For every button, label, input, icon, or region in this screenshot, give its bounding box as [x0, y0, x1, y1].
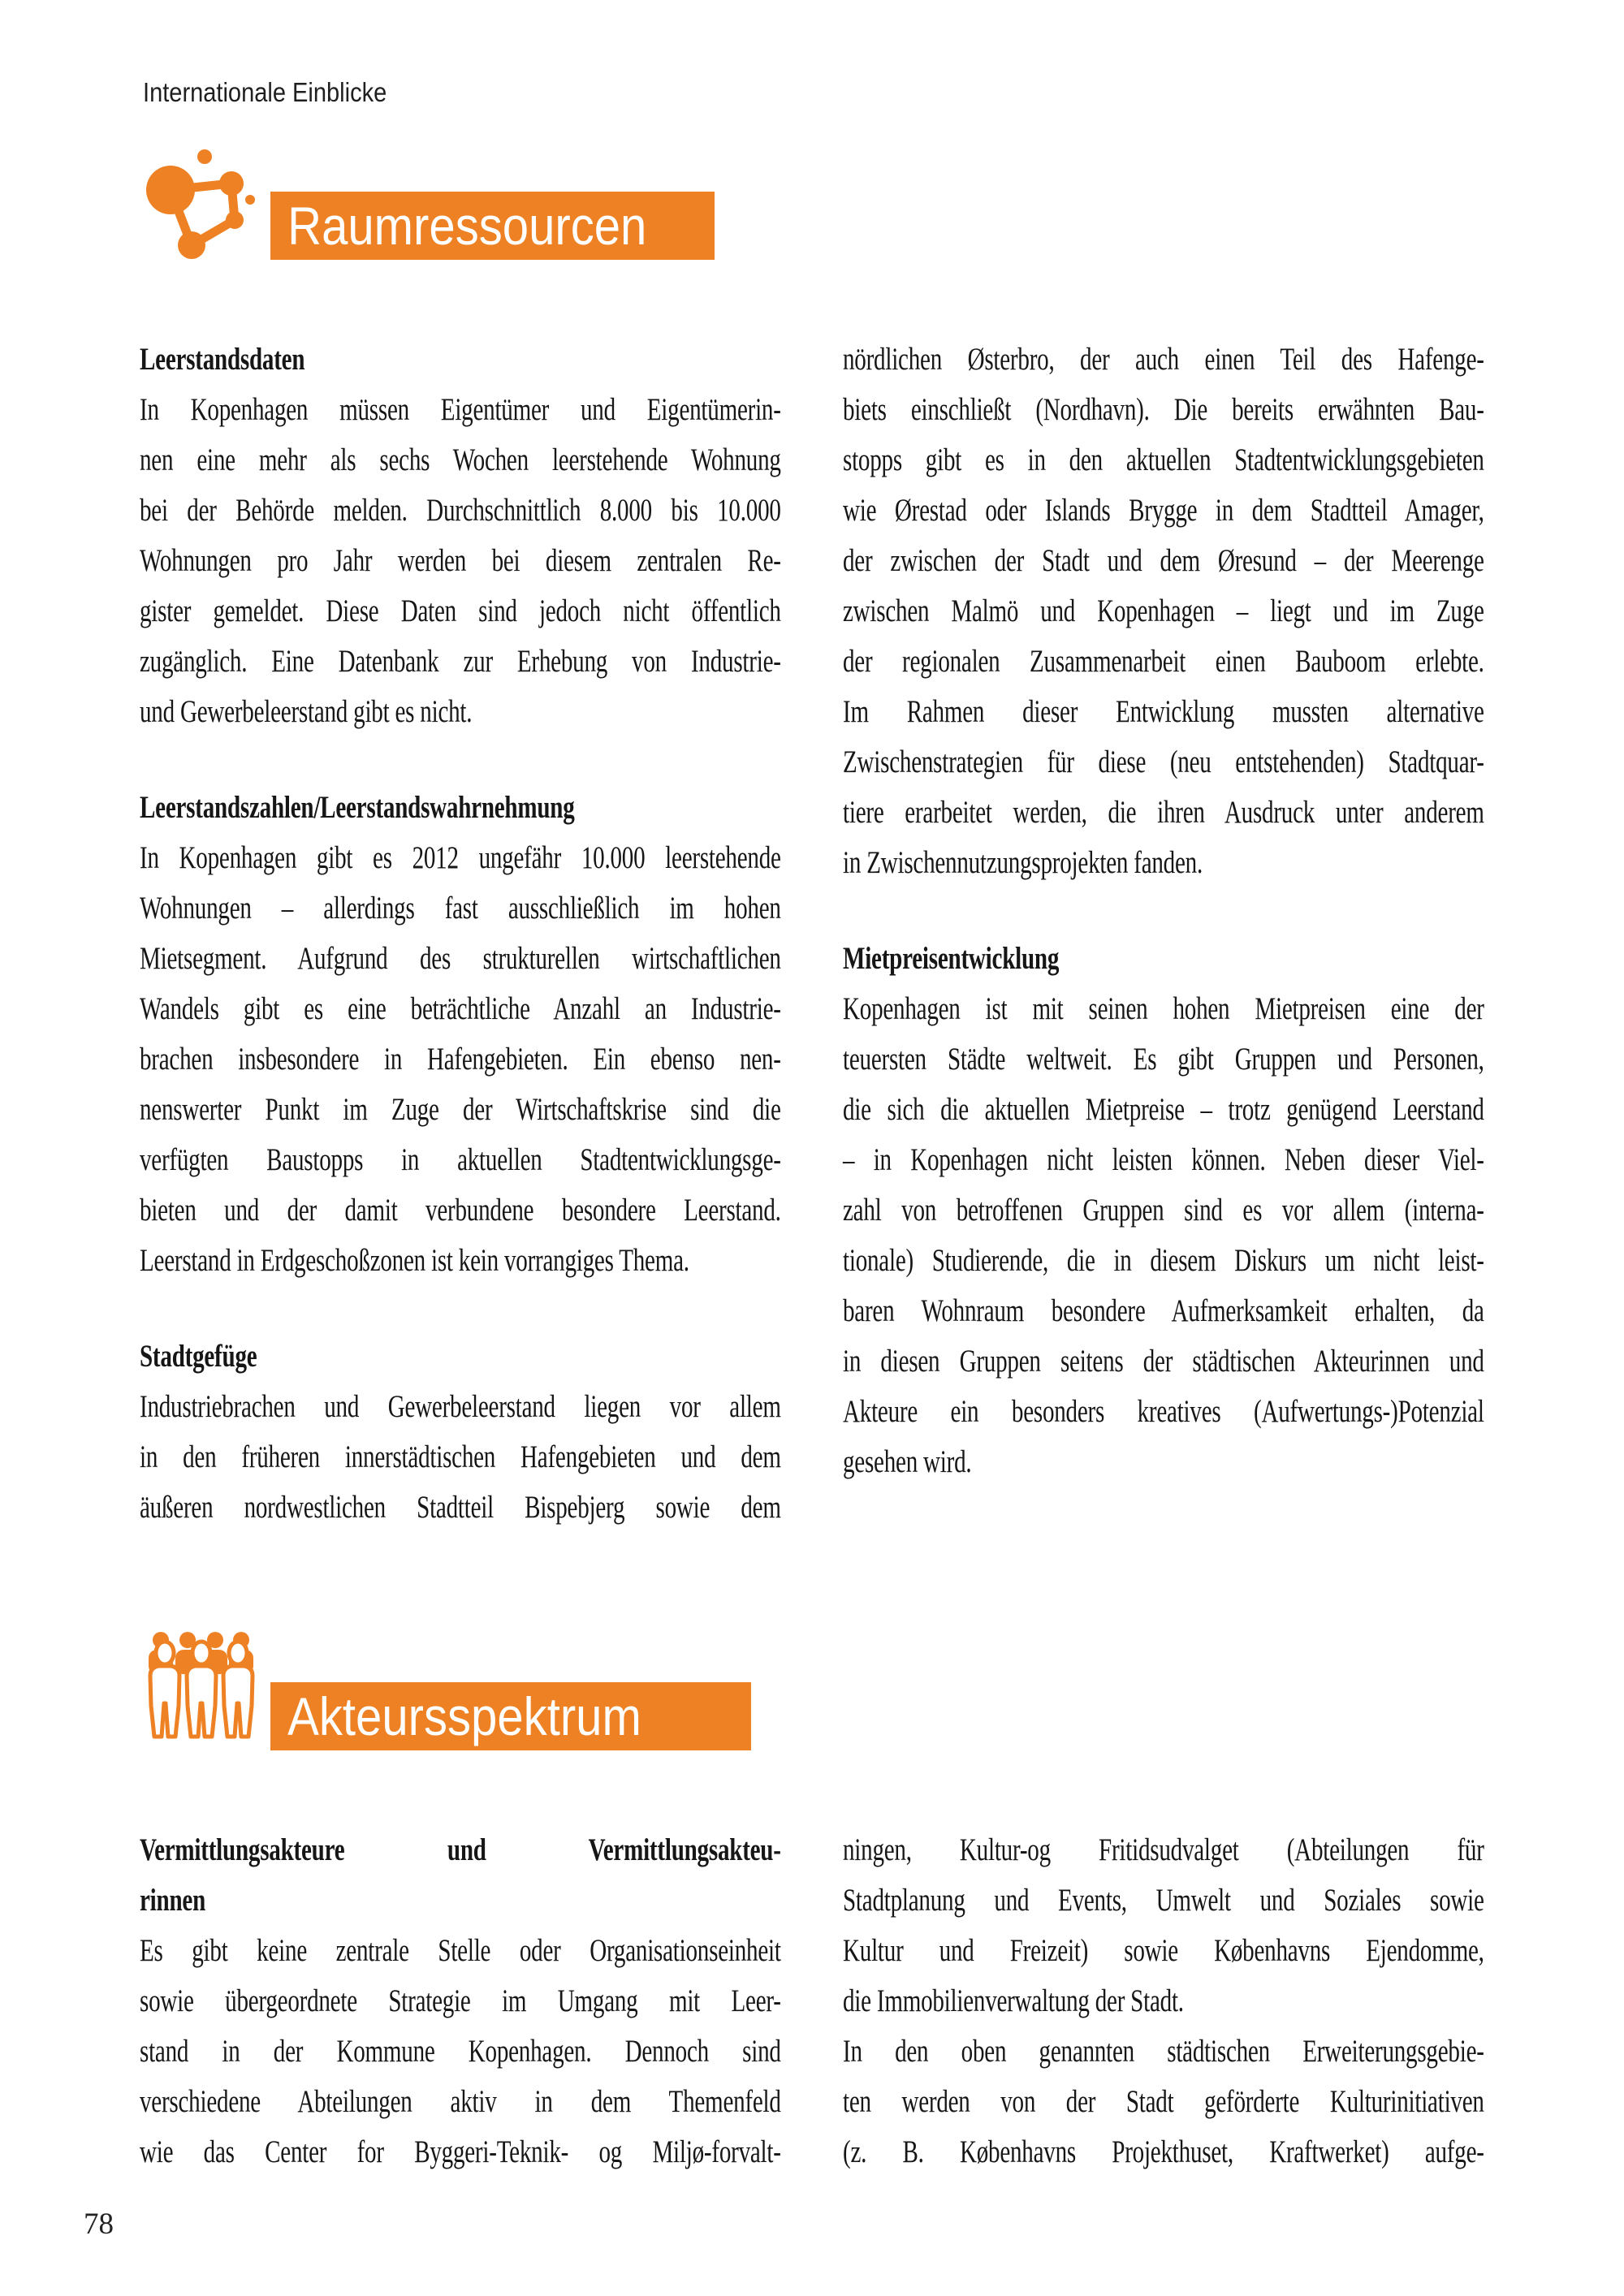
- text-line: in diesen Gruppen seitens der städtischen Akteurinnen und: [843, 1344, 1484, 1379]
- text-line: verschiedene Abteilungen aktiv in dem Themenfeld: [140, 2084, 781, 2119]
- text-line: gister gemeldet. Diese Daten sind jedoch nicht öffentlich: [140, 593, 781, 628]
- text-line: teuersten Städte weltweit. Es gibt Gruppen und Personen,: [843, 1042, 1484, 1077]
- paragraph: [140, 833, 781, 1286]
- text-line: Mietsegment. Aufgrund des strukturellen wirtschaftlichen: [140, 941, 781, 976]
- text-line: tionale) Studierende, die in diesem Diskurs um nicht leist-: [843, 1243, 1484, 1278]
- column-akteursspektrum-right: [843, 1825, 1484, 2177]
- text-line: In Kopenhagen müssen Eigentümer und Eigentümerin-: [140, 392, 781, 427]
- text-line: Im Rahmen dieser Entwicklung mussten alternative: [843, 694, 1484, 729]
- text-line: Stadtplanung und Events, Umwelt und Soziales sowie: [843, 1883, 1484, 1918]
- section-heading: [843, 934, 1484, 984]
- text-line: die sich die aktuellen Mietpreise – trotz genügend Leerstand: [843, 1092, 1484, 1127]
- text-line: die Immobilienverwaltung der Stadt.: [843, 1983, 1184, 2018]
- text-line: Wohnungen – allerdings fast ausschließlich im hohen: [140, 891, 781, 926]
- text-line: Wandels gibt es eine beträchtliche Anzahl an Industrie-: [140, 991, 781, 1026]
- text-line: baren Wohnraum besondere Aufmerksamkeit erhalten, da: [843, 1293, 1484, 1328]
- text-line: äußeren nordwestlichen Stadtteil Bispebjerg sowie dem: [140, 1490, 781, 1525]
- people-group-icon: [145, 1629, 260, 1748]
- text-line: Stadtgefüge: [140, 1339, 257, 1374]
- text-line: sowie übergeordnete Strategie im Umgang mit Leer-: [140, 1983, 781, 2018]
- section-banner-raumressourcen: [270, 192, 715, 260]
- text-line: rinnen: [140, 1883, 206, 1918]
- paragraph: [843, 2026, 1484, 2177]
- section-banner-title: Akteursspektrum: [287, 1686, 641, 1746]
- text-line: stand in der Kommune Kopenhagen. Dennoch sind: [140, 2034, 781, 2069]
- text-line: Akteure ein besonders kreatives (Aufwertungs-)Potenzial: [843, 1394, 1484, 1429]
- text-line: in den früheren innerstädtischen Hafengebieten und dem: [140, 1439, 781, 1474]
- text-line: Mietpreisentwicklung: [843, 941, 1060, 976]
- text-line: bei der Behörde melden. Durchschnittlich 8.000 bis 10.000: [140, 493, 781, 528]
- text-line: In den oben genannten städtischen Erweiterungsgebie-: [843, 2034, 1484, 2069]
- text-line: Kopenhagen ist mit seinen hohen Mietpreisen eine der: [843, 991, 1484, 1026]
- column-raumressourcen-right: [843, 334, 1484, 1487]
- section-heading: [140, 1331, 781, 1382]
- text-line: gesehen wird.: [843, 1444, 972, 1479]
- section-heading: [140, 1825, 781, 1926]
- text-line: ningen, Kultur-og Fritidsudvalget (Abteilungen für: [843, 1832, 1484, 1867]
- text-line: nördlichen Østerbro, der auch einen Teil des Hafenge-: [843, 342, 1484, 377]
- text-line: wie das Center for Byggeri-Teknik- og Miljø-forvalt-: [140, 2134, 781, 2169]
- column-akteursspektrum-left: [140, 1825, 781, 2177]
- text-line: (z. B. Københavns Projekthuset, Kraftwerket) aufge-: [843, 2134, 1484, 2169]
- section-heading: [140, 783, 781, 833]
- section-banner-title: Raumressourcen: [287, 196, 647, 256]
- text-line: der zwischen der Stadt und dem Øresund – der Meerenge: [843, 543, 1484, 578]
- page-number: 78: [84, 2208, 114, 2241]
- text-line: Es gibt keine zentrale Stelle oder Organisationseinheit: [140, 1933, 781, 1968]
- text-line: zahl von betroffenen Gruppen sind es vor allem (interna-: [843, 1193, 1484, 1228]
- text-line: Kultur und Freizeit) sowie Københavns Ejendomme,: [843, 1933, 1484, 1968]
- text-line: Zwischenstrategien für diese (neu entstehenden) Stadtquar-: [843, 744, 1484, 779]
- text-line: – in Kopenhagen nicht leisten können. Neben dieser Viel-: [843, 1142, 1484, 1177]
- section-heading: [140, 334, 781, 385]
- text-line: wie Ørestad oder Islands Brygge in dem Stadtteil Amager,: [843, 493, 1484, 528]
- running-header: Internationale Einblicke: [143, 77, 387, 107]
- text-line: zwischen Malmö und Kopenhagen – liegt und im Zuge: [843, 593, 1484, 628]
- text-line: tiere erarbeitet werden, die ihren Ausdruck unter anderem: [843, 795, 1484, 830]
- text-line: Leerstandszahlen/Leerstandswahrnehmung: [140, 790, 575, 825]
- paragraph: [843, 334, 1484, 888]
- paragraph: [140, 1926, 781, 2177]
- paragraph: [843, 984, 1484, 1487]
- text-line: zugänglich. Eine Datenbank zur Erhebung von Industrie-: [140, 644, 781, 679]
- paragraph: [140, 385, 781, 737]
- text-line: nenswerter Punkt im Zuge der Wirtschaftskrise sind die: [140, 1092, 781, 1127]
- column-raumressourcen-left: [140, 334, 781, 1533]
- text-line: Leerstand in Erdgeschoßzonen ist kein vorrangiges Thema.: [140, 1243, 689, 1278]
- text-line: Vermittlungsakteure und Vermittlungsakteu-: [140, 1832, 781, 1867]
- text-line: in Zwischennutzungsprojekten fanden.: [843, 845, 1203, 880]
- text-line: Leerstandsdaten: [140, 342, 305, 377]
- text-line: ten werden von der Stadt geförderte Kulturinitiativen: [843, 2084, 1484, 2119]
- text-line: brachen insbesondere in Hafengebieten. Ein ebenso nen-: [140, 1042, 781, 1077]
- text-line: stopps gibt es in den aktuellen Stadtentwicklungsgebieten: [843, 442, 1484, 477]
- paragraph: [140, 1382, 781, 1533]
- section-banner-akteursspektrum: [270, 1682, 751, 1750]
- text-line: verfügten Baustopps in aktuellen Stadtentwicklungsge-: [140, 1142, 781, 1177]
- text-line: Wohnungen pro Jahr werden bei diesem zentralen Re-: [140, 543, 781, 578]
- text-line: Industriebrachen und Gewerbeleerstand liegen vor allem: [140, 1389, 781, 1424]
- text-line: und Gewerbeleerstand gibt es nicht.: [140, 694, 473, 729]
- molecule-network-icon: [136, 148, 260, 275]
- text-line: In Kopenhagen gibt es 2012 ungefähr 10.000 leerstehende: [140, 840, 781, 875]
- text-line: biets einschließt (Nordhavn). Die bereits erwähnten Bau-: [843, 392, 1484, 427]
- text-line: nen eine mehr als sechs Wochen leerstehende Wohnung: [140, 442, 781, 477]
- paragraph: [843, 1825, 1484, 2026]
- text-line: bieten und der damit verbundene besondere Leerstand.: [140, 1193, 781, 1228]
- text-line: der regionalen Zusammenarbeit einen Bauboom erlebte.: [843, 644, 1484, 679]
